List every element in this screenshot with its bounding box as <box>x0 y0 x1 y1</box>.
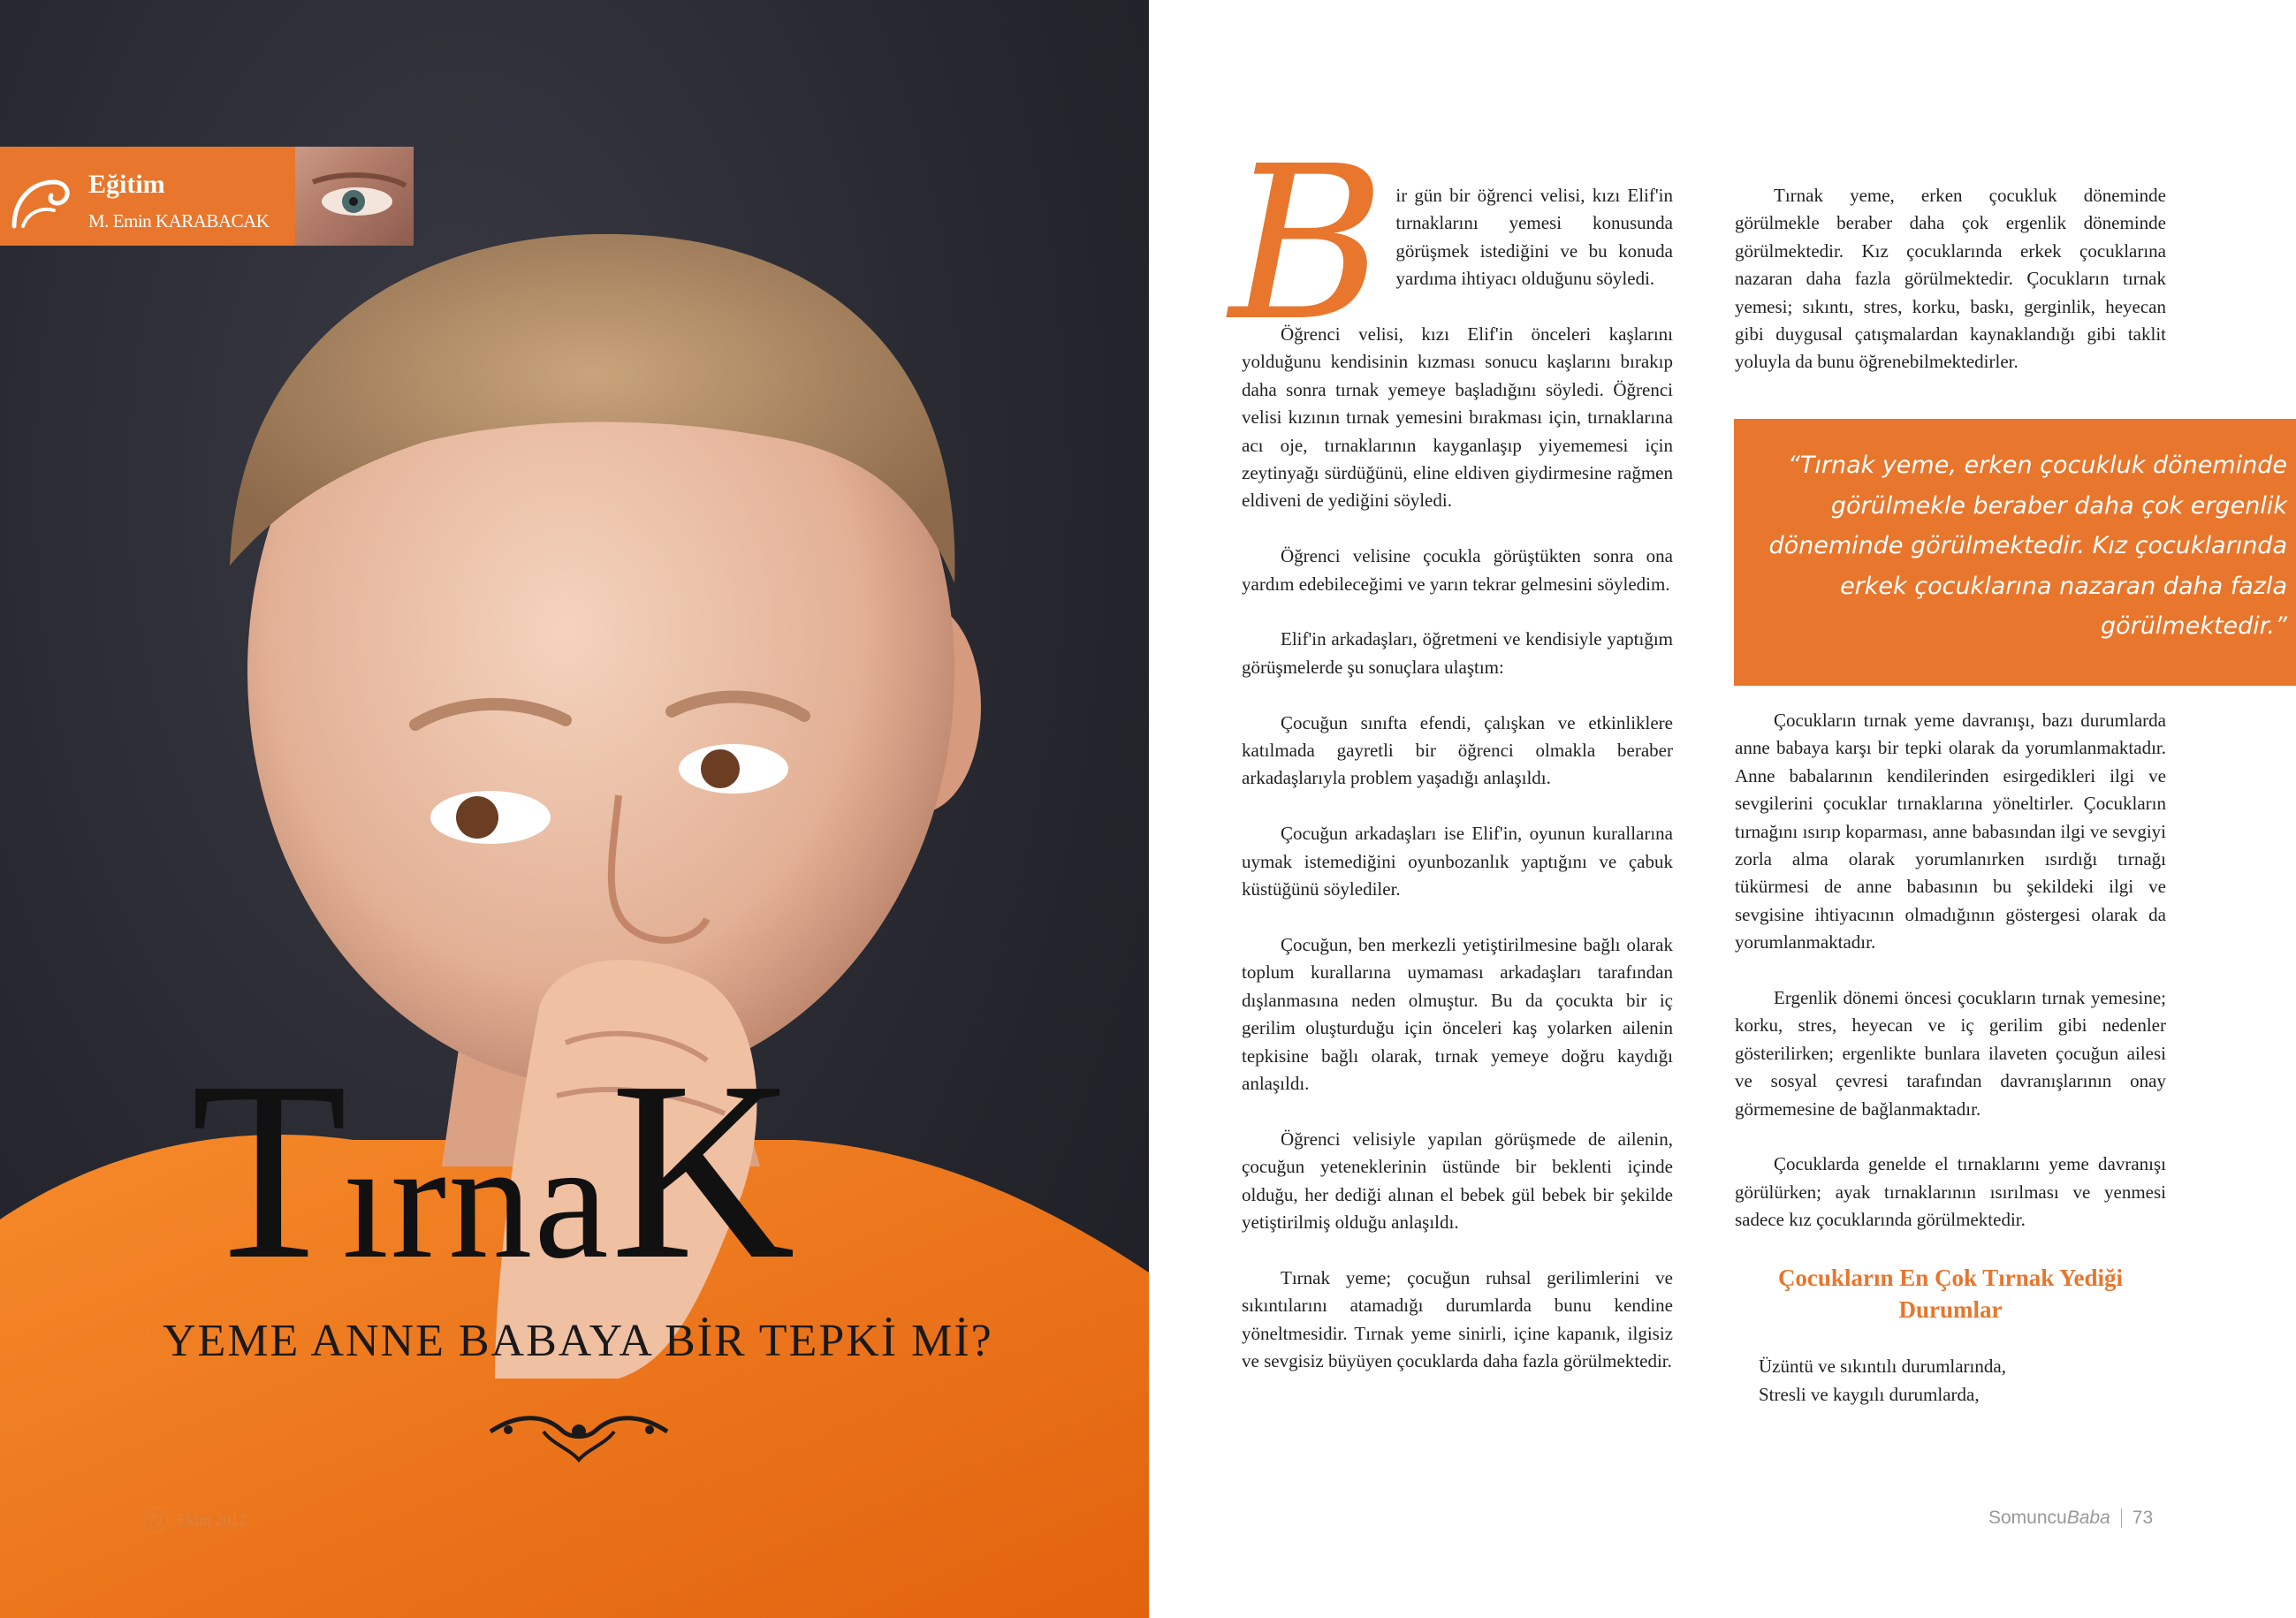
article-paragraph: Çocukların tırnak yeme davranışı, bazı durumlarda anne babaya karşı bir tepki olarak da yorumlanmaktadır. Anne babalarının kendilerinden esirgedikleri ilgi ve sevgilerini çocuklar tırnaklarına yöneltirler. Çocukların tırnağını ısırıp koparması, anne babasından ilgi ve sevgiyi zorla alma olarak yorumlanırken ısırdığı tırnağı tükürmesi de anne babasının bu şekildeki ilgi ve sevgisine ihtiyacının olmadığının göstergesi olarak da yorumlanmaktadır. <box>1735 710 2166 953</box>
flourish-ornament-icon <box>482 1405 676 1467</box>
section-tag <box>0 147 295 246</box>
article-paragraph: Çocuğun sınıfta efendi, çalışkan ve etkinliklere katılmada gayretli bir öğrenci olmakla beraber arkadaşlarıyla problem yaşadığı anlaşıldı. <box>1242 711 1673 789</box>
dropcap-letter: B <box>1229 120 1386 368</box>
list-item: Stresli ve kaygılı durumlarda, <box>1759 1383 1980 1405</box>
headline-final: K <box>610 1029 790 1312</box>
right-page-footer <box>1988 1508 2153 1529</box>
article-paragraph: Çocuklarda genelde el tırnaklarını yeme davranışı görülürken; ayak tırnaklarının ısırılması ve yenmesi sadece kız çocuklarında görülmektedir. <box>1735 1153 2166 1231</box>
pull-quote-text: “Tırnak yeme, erken çocukluk döneminde görülmekle beraber daha çok ergenlik döneminde görülmektedir. Kız çocuklarında erkek çocuklarına nazaran daha fazla görülmektedir.” <box>1768 452 2287 640</box>
article-paragraph: Tırnak yeme; çocuğun ruhsal gerilimlerini ve sıkıntılarını atamadığı durumlarda bunu kendine yöneltmesidir. Tırnak yeme sinirli, içine kapanık, ilgisiz ve sevgisiz büyüyen çocuklarda daha fazla görülmektedir. <box>1242 1266 1673 1371</box>
brand-name: SomuncuBaba <box>1988 1508 2110 1528</box>
right-page <box>1149 0 2296 1618</box>
article-column-2-lower <box>1735 707 2166 1409</box>
pull-quote <box>1734 419 2296 686</box>
issue-date: Ekim 2012 <box>177 1511 247 1529</box>
article-column-1 <box>1229 120 1673 1403</box>
right-page-number: 73 <box>2132 1508 2154 1528</box>
article-paragraph: Çocuğun arkadaşları ise Elif'in, oyunun kurallarına uymak istemediğini oyunbozanlık yaptığını ve çabuk küstüğünü söylediler. <box>1242 823 1673 900</box>
section-subheading: Çocukların En Çok Tırnak Yediği Durumlar <box>1777 1265 2124 1324</box>
article-paragraph: Bir gün bir öğrenci velisi, kızı Elif'in tırnaklarını yemesi konusunda görüşmek istediğini ve bu konuda yardıma ihtiyacı olduğunu söyledi. <box>1229 120 1673 368</box>
left-page-number: 72 <box>143 1508 168 1532</box>
headline-subtitle: YEME ANNE BABAYA BİR TEPKİ Mİ? <box>163 1316 993 1366</box>
headline-title <box>191 1029 1066 1312</box>
article-paragraph: Öğrenci velisiyle yapılan görüşmede de ailenin, çocuğun yeteneklerinin üstünde bir beklenti içinde olduğu, her dediği alınan el bebek gül bebek bir şekilde yetiştirilmiş olduğu anlaşıldı. <box>1242 1128 1673 1233</box>
eye-thumbnail <box>295 147 414 246</box>
article-paragraph: Tırnak yeme, erken çocukluk döneminde görülmekle beraber daha çok ergenlik döneminde görülmektedir. Kız çocuklarında erkek çocuklarına nazaran daha fazla görülmektedir. Çocukların tırnak yemesi; sıkıntı, stres, korku, baskı, gerginlik, heyecan gibi duygusal çatışmalardan kaynaklandığı gibi taklit yoluyla da bunu öğrenebilmektedirler. <box>1735 185 2166 373</box>
article-paragraph: Öğrenci velisi, kızı Elif'in önceleri kaşlarını yolduğunu kendisinin kızması sonucu kaşlarını bırakıp daha sonra tırnak yemeye başladığını söyledi. Öğrenci velisi kızının tırnak yemesini bırakması için, tırnaklarına acı oje, tırnaklarının kayganlaşıp yiyememesi için zeytinyağı sürdüğünü, eline eldiven giydirmesine rağmen eldiveni de yediğini söyledi. <box>1242 323 1673 512</box>
headline-middle: ırna <box>342 1108 611 1294</box>
article-paragraph: Öğrenci velisine çocukla görüştükten sonra ona yardım edebileceğimi ve yarın tekrar gelmesini söyledim. <box>1242 545 1673 595</box>
article-paragraph: Elif'in arkadaşları, öğretmeni ve kendisiyle yaptığım görüşmelerde şu sonuçlara ulaştım: <box>1242 628 1673 678</box>
swirl-ornament-icon <box>5 164 76 235</box>
headline-initial: T <box>191 1029 343 1312</box>
list-item: Üzüntü ve sıkıntılı durumlarında, <box>1759 1356 2006 1378</box>
footer-divider <box>2121 1508 2122 1528</box>
article-paragraph: Ergenlik dönemi öncesi çocukların tırnak yemesine; korku, stres, heyecan ve iç gerilim gibi nedenler gösterilirken; ergenlikte bunlara ilaveten çocuğun ailesi ve sosyal çevresi tarafından davranışlarının onay görmemesine de bağlanmaktadır. <box>1735 987 2166 1120</box>
eye-thumbnail-image <box>295 147 414 246</box>
article-column-2 <box>1735 182 2166 404</box>
left-page-footer <box>143 1508 247 1532</box>
section-title: Eğitim <box>88 170 165 199</box>
author-name: M. Emin KARABACAK <box>88 210 270 232</box>
article-paragraph: Çocuğun, ben merkezli yetiştirilmesine bağlı olarak toplum kurallarına uymaması arkadaşları tarafından dışlanmasına neden olmuştur. Bu da çocukta bir iç gerilim oluşturduğu için önceleri kaş yolarken ailenin tepkisine bağlı olarak, tırnak yemeye doğru kaydığı anlaşıldı. <box>1242 933 1673 1094</box>
